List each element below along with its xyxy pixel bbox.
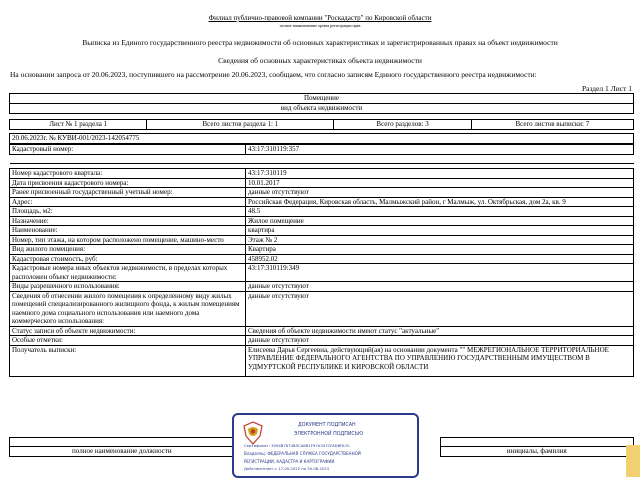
field-value: данные отсутствуют: [246, 336, 634, 346]
field-value: 458952.02: [246, 254, 634, 264]
field-label: Номер кадастрового квартала:: [10, 169, 246, 179]
table-row: [10, 216, 634, 226]
field-label: Наименование:: [10, 226, 246, 236]
corner-marker: [626, 445, 640, 477]
cadastral-table: [9, 144, 634, 164]
record-id: 20.06.2023г. № КУВИ-001/2023-142054775: [10, 134, 634, 144]
cadastral-label: Кадастровый номер:: [10, 145, 246, 155]
field-label: Особые отметки:: [10, 336, 246, 346]
field-label: Получатель выписки:: [10, 345, 246, 376]
stamp-owner-cont: РЕГИСТРАЦИИ, КАДАСТРА И КАРТОГРАФИИ: [244, 459, 335, 464]
table-row: [10, 345, 634, 376]
intro-text: На основании запроса от 20.06.2023, поступившего на рассмотрение 20.06.2023, сообщаем, что согласно записям Единого государственного реестра недвижимости:: [10, 70, 537, 79]
table-row: [10, 264, 634, 282]
field-label: Площадь, м2:: [10, 207, 246, 217]
field-label: Виды разрешенного использования:: [10, 282, 246, 292]
name-caption: инициалы, фамилия: [440, 447, 633, 457]
stamp-validity: Действителен: с 17.05.2022 по 30.08.2023: [244, 466, 330, 471]
field-value: Сведения об объекте недвижимости имеют статус "актуальные": [246, 326, 634, 336]
section-title: Сведения об основных характеристиках объекта недвижимости: [218, 56, 422, 65]
field-value: 48.5: [246, 207, 634, 217]
total-sections: Всего разделов: 3: [334, 120, 471, 130]
table-row: [10, 326, 634, 336]
stamp-certificate: Сертификат: 3094B7674B5CA6B1F97A347CFADBFA70: [244, 443, 350, 448]
field-value: 10.01.2017: [246, 178, 634, 188]
field-label: Статус записи об объекте недвижимости:: [10, 326, 246, 336]
field-value: Этаж № 2: [246, 235, 634, 245]
sheets-table: [9, 119, 634, 130]
field-value: 43:17:310119: [246, 169, 634, 179]
field-label: Дата присвоения кадастрового номера:: [10, 178, 246, 188]
field-value: 43:17:310119:349: [246, 264, 634, 282]
object-type: Помещение: [10, 94, 634, 104]
field-value: данные отсутствуют: [246, 282, 634, 292]
section-reference: Раздел 1 Лист 1: [581, 84, 632, 93]
table-row: [10, 188, 634, 198]
table-row: [10, 169, 634, 179]
position-caption: полное наименование должности: [10, 447, 235, 457]
field-label: Назначение:: [10, 216, 246, 226]
table-row: [10, 254, 634, 264]
field-label: Сведения об отнесении жилого помещения к определенному виду жилых помещений специализированного жилищного фонда, к жилым помещениям наемного дома социального использования или наемного дома коммерческого использования:: [10, 291, 246, 326]
cadastral-value: 43:17:310119:357: [246, 145, 634, 155]
total-sheets-section: Всего листов раздела 1: 1: [147, 120, 334, 130]
table-row: [10, 197, 634, 207]
field-label: Кадастровая стоимость, руб:: [10, 254, 246, 264]
stamp-line1: ДОКУМЕНТ ПОДПИСАН: [298, 423, 356, 428]
field-label: Номер, тип этажа, на котором расположено помещение, машино-место: [10, 235, 246, 245]
sheet-number: Лист № 1 раздела 1: [10, 120, 147, 130]
emblem-icon: [242, 421, 264, 445]
fields-table: [9, 168, 634, 377]
field-value: квартира: [246, 226, 634, 236]
field-value: Жилое помещение: [246, 216, 634, 226]
field-value: данные отсутствуют: [246, 291, 634, 326]
object-type-table: [9, 93, 634, 114]
field-label: Вид жилого помещения:: [10, 245, 246, 255]
field-label: Адрес:: [10, 197, 246, 207]
table-row: [10, 235, 634, 245]
table-row: [10, 282, 634, 292]
table-row: [10, 245, 634, 255]
org-caption: полное наименование органа регистрации прав: [279, 23, 361, 28]
electronic-signature-stamp: [232, 413, 419, 478]
field-value: данные отсутствуют: [246, 188, 634, 198]
org-name: Филиал публично-правовой компании "Роскадастр" по Кировской области: [208, 14, 432, 22]
document-title: Выписка из Единого государственного реестра недвижимости об основных характеристиках и зарегистрированных правах на объект недвижимости: [82, 38, 558, 47]
field-label: Ранее присвоенный государственный учетный номер:: [10, 188, 246, 198]
field-label: Кадастровые номера иных объектов недвижимости, в пределах которых расположен объект недвижимости:: [10, 264, 246, 282]
table-row: [10, 291, 634, 326]
stamp-owner: Владелец: ФЕДЕРАЛЬНАЯ СЛУЖБА ГОСУДАРСТВЕННОЙ: [244, 451, 361, 456]
table-row: [10, 336, 634, 346]
total-sheets: Всего листов выписки: 7: [471, 120, 633, 130]
table-row: [10, 226, 634, 236]
table-row: [10, 178, 634, 188]
record-id-table: [9, 133, 634, 144]
stamp-line2: ЭЛЕКТРОННОЙ ПОДПИСЬЮ: [294, 432, 364, 437]
field-value: Квартира: [246, 245, 634, 255]
field-value: Елисеева Дарья Сергеевна, действующий(ая) на основании документа "" МЕЖРЕГИОНАЛЬНОЕ ТЕРРИТОРИАЛЬНОЕ УПРАВЛЕНИЕ ФЕДЕРАЛЬНОГО АГЕНТСТВА ПО УПРАВЛЕНИЮ ГОСУДАРСТВЕННЫМ ИМУЩЕСТВОМ В УДМУРТСКОЙ РЕСПУБЛИКЕ И КИРОВСКОЙ ОБЛАСТИ: [246, 345, 634, 376]
object-type-caption: вид объекта недвижимости: [10, 104, 634, 114]
field-value: Российская Федерация, Кировская область, Малмыжский район, г Малмыж, ул. Октябрьская, дом 2а, кв. 9: [246, 197, 634, 207]
table-row: [10, 207, 634, 217]
